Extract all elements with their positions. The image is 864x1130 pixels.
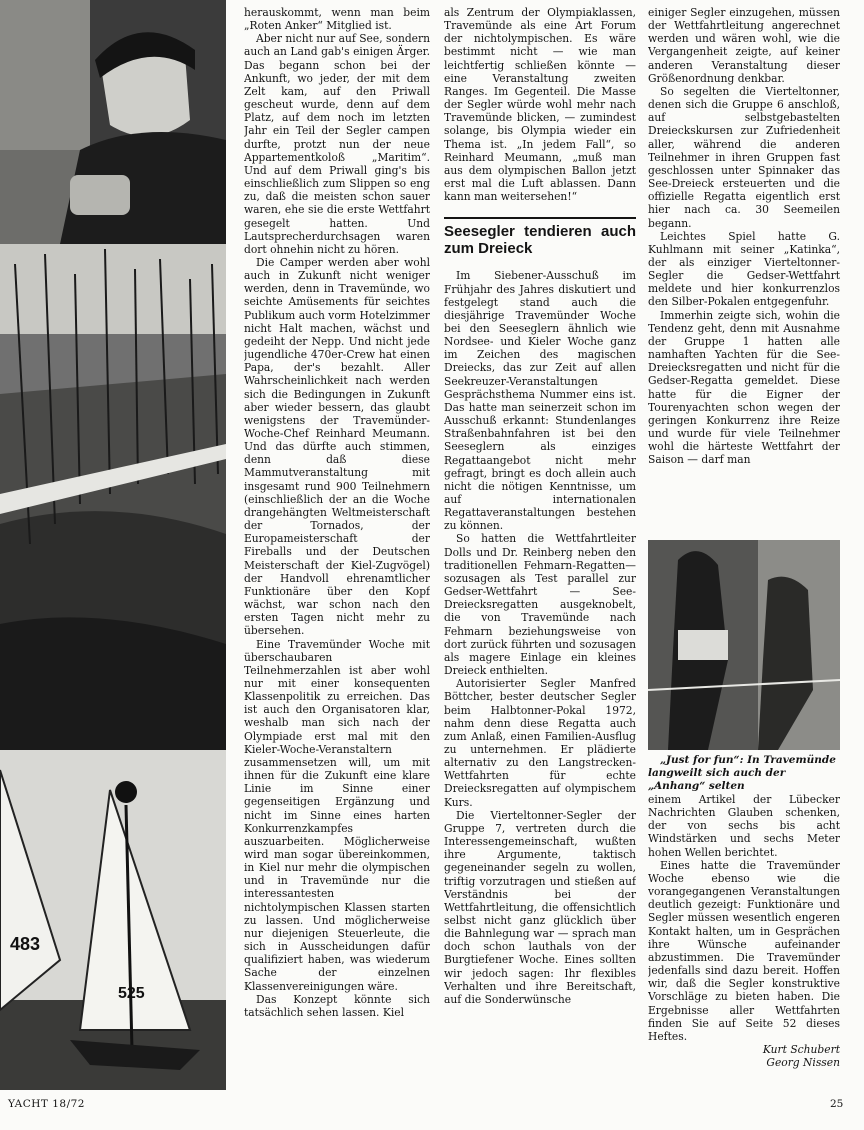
paragraph: Aber nicht nur auf See, sondern auch an Land gab's einigen Ärger. Das begann schon bei der Ankunft, wo jeder, der mit dem Zelt kam, auf den Priwall gescheut wurde, denn auf dem Platz, auf dem noch im letzten Jahr ein Teil der Segler campen durfte, protzt nun der neue Appartementkoloß „Maritim“. Und auf dem Priwall ging's bis einschließlich zum Slippen so eng zu, daß die meisten schon sauer waren, ehe sie die erste Wettfahrt gesegelt hatten. Und Lautsprecherdurchsagen waren dort ohnehin nicht zu hören. — [244, 32, 430, 256]
paragraph: Die Camper werden aber wohl auch in Zukunft nicht weniger werden, denn in Travemünde, wo seichte Amüsements für seichtes Publikum auch vorm Hotelzimmer nicht Halt machen, wächst und gedeiht der Nepp. Und nicht jede jugendliche 470er-Crew hat einen Papa, der's bezahlt. Aller Wahrscheinlichkeit nach werden sich die Bedingungen in Zukunft aber wieder bessern, das glaubt wenigstens der Travemünder-Woche-Chef Reinhard Meumann. Und das dürfte auch stimmen, denn daß diese Mammutveranstaltung mit insgesamt rund 900 Teilnehmern (einschließlich der an die Woche drangehängten Weltmeisterschaft der Tornados, der Europameisterschaft der Fireballs und der Deutschen Meisterschaft der Kiel-Zugvögel) der Handvoll ehrenamtlicher Funktionäre über den Kopf wächst, war schon nach den ersten Tagen nicht mehr zu übersehen. — [244, 255, 430, 638]
paragraph: Autorisierter Segler Manfred Böttcher, bester deutscher Segler beim Halbtonner-Pokal 1972, nahm denn diese Regatta auch zum Anlaß, einen Familien-Ausflug zu unternehmen. Er plädierte alternativ zu den Langstrecken-Wettfahrten für echte Dreiecksregatten auf olympischem Kurs. — [444, 677, 636, 809]
paragraph: So hatten die Wettfahrtleiter Dolls und Dr. Reinberg neben den traditionellen Fehmarn-Regatten—sozusagen als Test parallel zur Gedser-Wettfahrt — See-Dreiecksregatten ausgeknobelt, die von Travemünde nach Fehmarn beziehungsweise von dort zurück führten und sozusagen als magere Einlage ein kleines Dreieck enthielten. — [444, 532, 636, 678]
paragraph: als Zentrum der Olympiaklassen, Travemünde als eine Art Forum der nichtolympischen. Es wäre bestimmt nicht — wie man leichtfertig schließen könnte — eine Veranstaltung zweiten Ranges. Im Gegenteil. Die Masse der Segler würde wohl mehr nach Travemünde blicken, — zumindest solange, bis Olympia wieder ein Thema ist. „In jedem Fall“, so Reinhard Meumann, „muß man aus dem olympischen Ballon jetzt erst mal die Luft ablassen. Dann kann man weitersehen!“ — [444, 6, 636, 204]
sail-number-left: 483 — [10, 934, 41, 954]
sail-number-right: 525 — [118, 985, 145, 1002]
byline-author-1: Kurt Schubert — [762, 1042, 840, 1056]
article-column-4-top — [648, 6, 840, 530]
paragraph: Im Siebener-Ausschuß im Frühjahr des Jahres diskutiert und festgelegt stand auch die diesjährige Travemünder Woche bei den Seeseglern ähnlich wie Nordsee- und Kieler Woche ganz im Zeichen des magischen Dreiecks, das zur Zeit auf allen Seekreuzer-Veranstaltungen Gesprächsthema Nummer eins ist. Das hatte man seinerzeit schon im Ausschuß erkannt: Stundenlanges Straßenbahnfahren ist bei den Seeseglern als einziges Regattaangebot nicht mehr gefragt, bringt es doch allein auch nicht die nötigen Kenntnisse, um auf internationalen Regattaveranstaltungen bestehen zu können. — [444, 269, 636, 533]
paragraph: Eines hatte die Travemünder Woche ebenso wie die vorangegangenen Veranstaltungen deutlich gezeigt: Funktionäre und Segler müssen wesentlich engeren Kontakt halten, um in Gesprächen ihre Wünsche aufeinander abzustimmen. Die Travemünder jedenfalls sind dazu bereit. Hoffen wir, daß die Segler konstruktive Vorschläge zu bieten haben. Die Ergebnisse aller Wettfahrten finden Sie auf Seite 52 dieses Heftes. — [648, 858, 840, 1043]
paragraph: Die Vierteltonner-Segler der Gruppe 7, vertreten durch die Interessengemeinschaft, wußten ihre Argumente, taktisch gegeneinander segeln zu wollen, triftig vorzutragen und stießen auf Verständnis bei der Wettfahrtleitung, die offensichtlich selbst nicht ganz glücklich über die Bahnlegung war — sprach man doch schon lauthals von der Burgtiefener Woche. Eines sollten wir jedoch sagen: Ihr flexibles Verhalten und ihre Bereitschaft, auf die Sonderwünsche — [444, 808, 636, 1006]
article-column-4-bottom — [648, 754, 840, 1094]
byline-author-2: Georg Nissen — [766, 1056, 840, 1070]
photo-caption: „Just for fun“: In Travemünde langweilt sich auch der „Anhang“ selten — [648, 754, 836, 792]
photo-just-for-fun — [648, 540, 840, 750]
paragraph: herauskommt, wenn man beim „Roten Anker“ Mitglied ist. — [244, 6, 430, 33]
page-number: 25 — [830, 1098, 844, 1110]
paragraph: einiger Segler einzugehen, müssen der Wettfahrtleitung angerechnet werden und wären wohl, wie die Vergangenheit zeigte, auf keiner anderen Veranstaltung dieser Größenordnung denkbar. — [648, 6, 840, 85]
paragraph: Das Konzept könnte sich tatsächlich sehen lassen. Kiel — [244, 992, 430, 1019]
article-column-2 — [244, 6, 430, 1090]
photo-dinghies — [0, 750, 226, 1090]
photo-portrait — [0, 0, 226, 244]
paragraph: Immerhin zeigte sich, wohin die Tendenz geht, denn mit Ausnahme der Gruppe 1 hatten alle namhaften Yachten für die See-Dreiecksregatten und nicht für die Gedser-Regatta gemeldet. Diese hatte für die Eigner der Tourenyachten schon wegen der geringen Konkurrenz ihre Reize und wurde für viele Teilnehmer wohl die härteste Wettfahrt der Saison — darf man — [648, 308, 840, 467]
photo-harbour — [0, 244, 226, 750]
paragraph: So segelten die Vierteltonner, denen sich die Gruppe 6 anschloß, auf selbstgebastelten Dreieckskursen zur Zufriedenheit aller, während die anderen Teilnehmer in ihren Gruppen fast geschlossen unter Spinnaker das See-Dreieck ersteuerten und die offizielle Regatta eigentlich erst hier nach ca. 30 Seemeilen begann. — [648, 84, 840, 230]
paragraph: einem Artikel der Lübecker Nachrichten Glauben schenken, der von sechs bis acht Windstärken und sechs Meter hohen Wellen berichtet. — [648, 793, 840, 859]
section-headline: Seesegler tendieren auch zum Dreieck — [444, 217, 636, 257]
paragraph: Eine Travemünder Woche mit überschaubaren Teilnehmerzahlen ist aber wohl nur mit einer konsequenten Klassenpolitik zu erreichen. Das ist auch den Organisatoren klar, weshalb man sich nach der Olympiade erst mal mit den Kieler-Woche-Veranstaltern zusammensetzen will, um mit ihnen für die Zukunft eine klare Linie im Sinne einer gegenseitigen Ergänzung und nicht im Sinne eines harten Konkurrenzkampfes auszuarbeiten. Möglicherweise wird man sogar übereinkommen, in Kiel nur mehr die olympischen und in Travemünde nur die interessantesten nichtolympischen Klassen starten zu lassen. Und möglicherweise nur diejenigen Steuerleute, die sich in Ausscheidungen dafür qualifiziert haben, was wiederum Sache der einzelnen Klassenvereinigungen wäre. — [244, 637, 430, 993]
magazine-issue: YACHT 18/72 — [8, 1098, 85, 1110]
article-column-3 — [444, 6, 636, 1090]
paragraph: Leichtes Spiel hatte G. Kuhlmann mit seiner „Katinka“, der als einziger Vierteltonner-Segler die Gedser-Wettfahrt meldete und hier konkurrenzlos den Silber-Pokalen entgegenfuhr. — [648, 229, 840, 309]
